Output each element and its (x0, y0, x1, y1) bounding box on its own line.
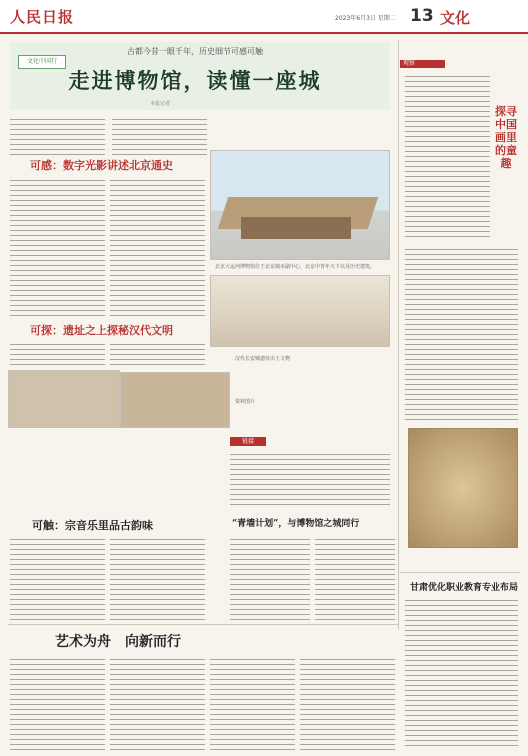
article-text-block (112, 115, 207, 155)
exhibit-photo (210, 275, 390, 347)
painting-image (408, 428, 518, 548)
newspaper-logo: 人民日报 (10, 8, 75, 26)
article-text-block (405, 245, 518, 420)
article-text-block (230, 450, 390, 505)
section-divider (400, 572, 520, 573)
article-text-block (210, 655, 295, 750)
article-text-block (300, 655, 395, 750)
subheading-2: 可探：遗址之上探秘汉代文明 (30, 324, 173, 337)
museum-photo (210, 150, 390, 260)
artifact-photo (8, 370, 120, 428)
article-text-block (405, 596, 518, 746)
photo-caption: 资料图片 (235, 399, 256, 405)
masthead (0, 0, 528, 34)
section-title: 文化 (440, 9, 471, 27)
article-text-block (110, 340, 205, 368)
feature-kicker: 古都今昔一眼千年，历史细节可感可触 (127, 47, 263, 56)
subheading-4: “青墙计划”，与博物馆之城同行 (232, 519, 360, 529)
article-text-block (110, 655, 205, 750)
article-text-block (405, 72, 490, 237)
link-tag: 链接 (230, 437, 266, 446)
article-text-block (10, 655, 105, 750)
feature-byline: 本报记者 (150, 101, 171, 107)
page-number: 13 (410, 6, 434, 26)
artifact-photo (120, 372, 230, 428)
article-text-block (10, 115, 105, 155)
article-text-block (230, 535, 310, 620)
photo-caption: 北京大运河博物馆位于北京城市副中心，北京中青年天下以及历史建筑。 (215, 264, 376, 270)
subheading-3: 可触：宗音乐里品古韵味 (32, 519, 153, 532)
article-text-block (110, 176, 205, 316)
dateline: 2023年6月3日 星期二 (335, 15, 396, 22)
article-text-block (315, 535, 395, 620)
article-text-block (110, 535, 205, 620)
column-divider (398, 40, 399, 630)
photo-caption: 汉代长安城遗址出土文物 (235, 356, 291, 362)
bottom-headline: 艺术为舟 向新而行 (55, 634, 181, 650)
feature-headline: 走进博物馆，读懂一座城 (68, 68, 322, 93)
section-divider (8, 624, 398, 625)
article-text-block (10, 340, 105, 368)
column-logo: 文化中国行 (18, 55, 66, 69)
right-bottom-headline: 甘肃优化职业教育专业布局 (410, 583, 519, 593)
feature-vertical-title: 探寻中国画里的童趣 (495, 105, 517, 170)
article-text-block (10, 176, 105, 316)
subheading-1: 可感：数字光影讲述北京通史 (30, 159, 173, 172)
right-column-header: 观察 (400, 60, 445, 68)
article-text-block (10, 535, 105, 620)
